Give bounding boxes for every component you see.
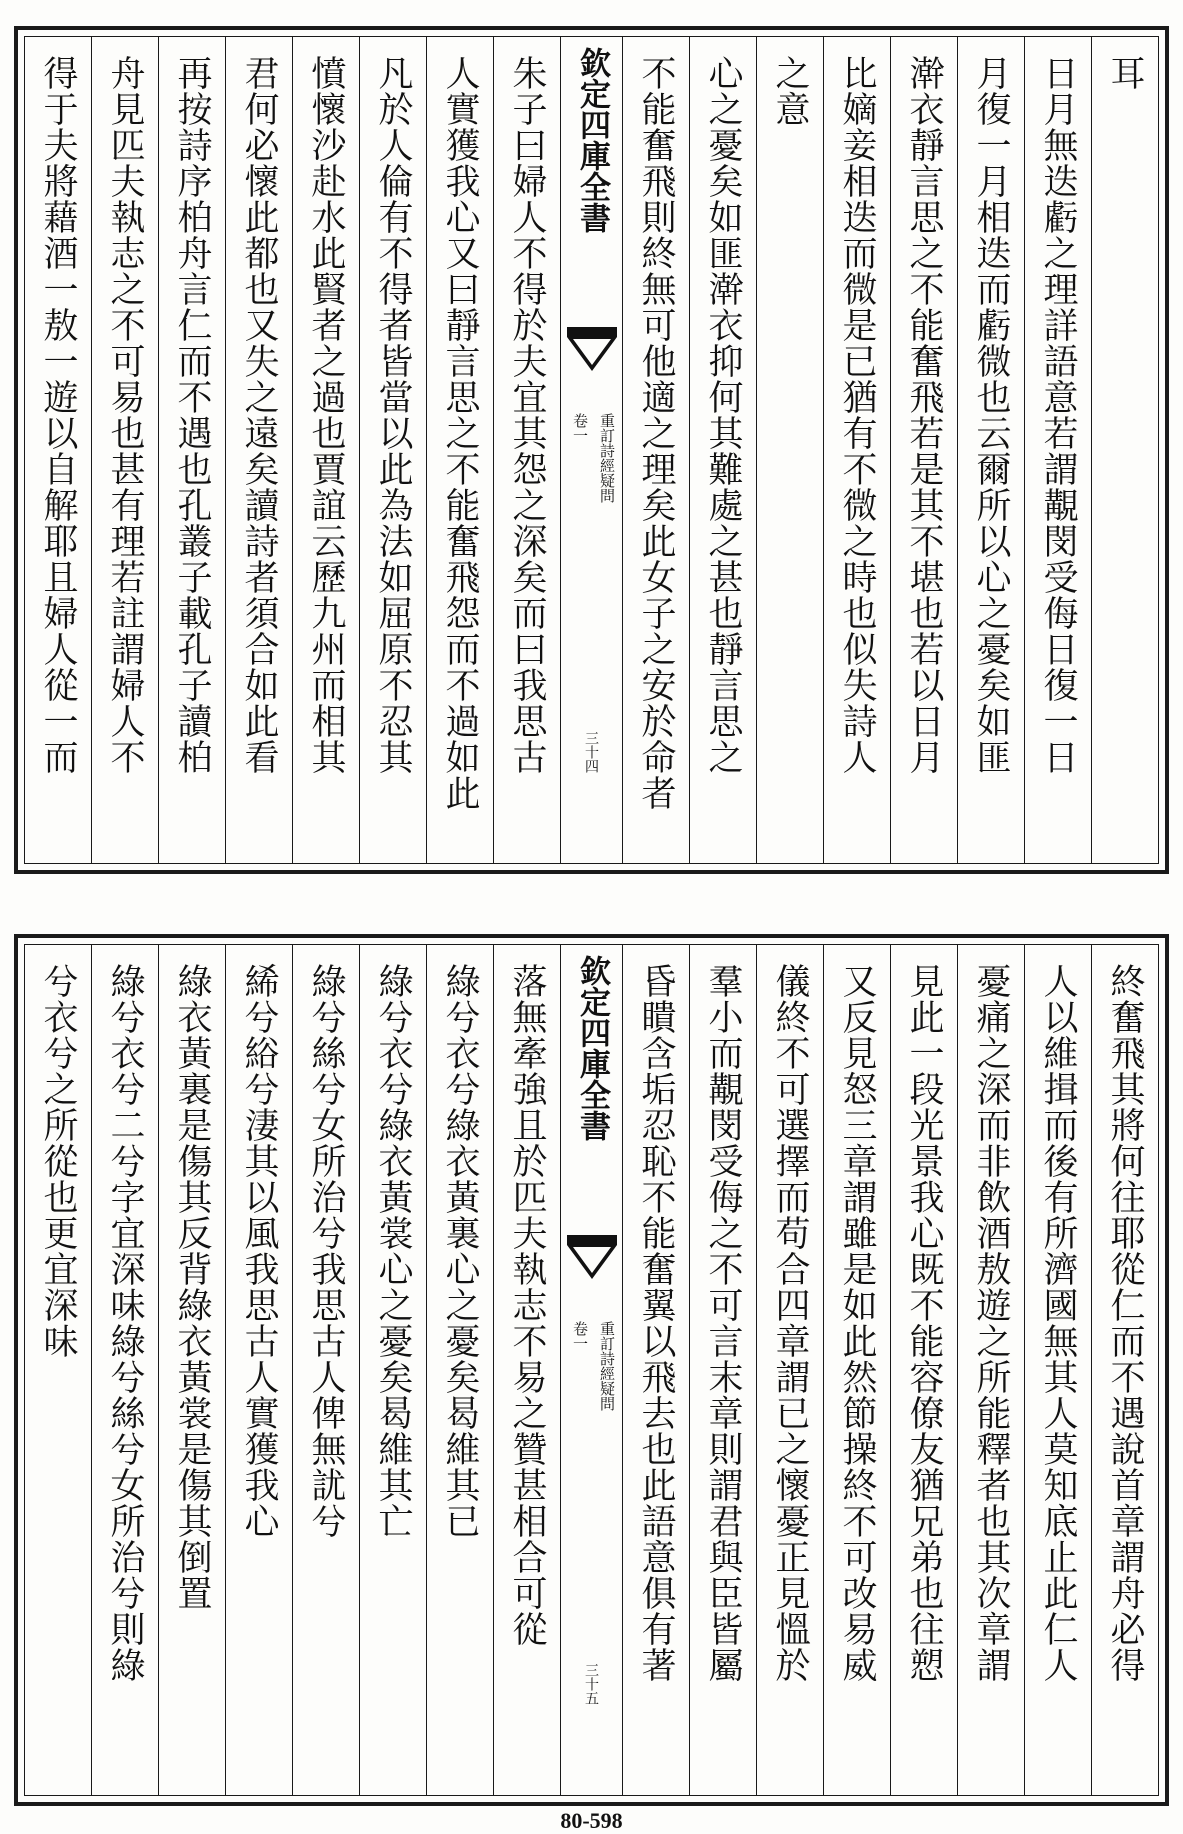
- text-column: 儀終不可選擇而苟合四章謂已之懷憂正見慍於: [756, 945, 823, 1795]
- scan-page-reference: 80-598: [560, 1808, 623, 1833]
- text-column: 憂痛之深而非飲酒敖遊之所能釋者也其次章謂: [957, 945, 1024, 1795]
- center-gutter: [560, 945, 622, 1795]
- gutter-header: 欽定四庫全書: [574, 47, 610, 233]
- gutter-book-title: 重訂詩經疑問: [598, 413, 616, 503]
- text-column: 人以維揖而後有所濟國無其人莫知底止此仁人: [1024, 945, 1091, 1795]
- text-column: 之意: [756, 37, 823, 863]
- text-column: 月復一月相迭而虧微也云爾所以心之憂矣如匪: [957, 37, 1024, 863]
- text-column: 舟見匹夫執志之不可易也甚有理若註謂婦人不: [91, 37, 158, 863]
- text-column: 綠兮衣兮綠衣黃裏心之憂矣曷維其已: [426, 945, 493, 1795]
- gutter-book-title: 重訂詩經疑問: [598, 1321, 616, 1411]
- text-column: 再按詩序柏舟言仁而不遇也孔叢子載孔子讀柏: [158, 37, 225, 863]
- text-column: 綠衣黃裏是傷其反背綠衣黃裳是傷其倒置: [158, 945, 225, 1795]
- text-column: 得于夫將藉酒一敖一遊以自解耶且婦人從一而: [38, 55, 78, 775]
- text-column: 耳: [1091, 37, 1158, 863]
- text-column: 憤懷沙赴水此賢者之過也賈誼云歷九州而相其: [292, 37, 359, 863]
- text-column: 見此一段光景我心既不能容僚友猶兄弟也往愬: [890, 945, 957, 1795]
- page-top-frame: [24, 36, 1159, 864]
- fishtail-mark-icon: [567, 1235, 617, 1281]
- text-column: 心之憂矣如匪澣衣抑何其難處之甚也靜言思之: [689, 37, 756, 863]
- text-column: 不能奮飛則終無可他適之理矣此女子之安於命者: [622, 37, 689, 863]
- text-column: 羣小而覯閔受侮之不可言末章則謂君與臣皆屬: [689, 945, 756, 1795]
- text-column: 朱子曰婦人不得於夫宜其怨之深矣而曰我思古: [493, 37, 560, 863]
- text-column: 綠兮絲兮女所治兮我思古人俾無訧兮: [292, 945, 359, 1795]
- text-column: 又反見怒三章謂雖是如此然節操終不可改易威: [823, 945, 890, 1795]
- text-column: 澣衣靜言思之不能奮飛若是其不堪也若以日月: [890, 37, 957, 863]
- page-bottom-frame: [24, 944, 1159, 1796]
- center-gutter: [560, 37, 622, 863]
- text-column: 君何必懷此都也又失之遠矣讀詩者須合如此看: [225, 37, 292, 863]
- text-column: 落無牽強且於匹夫執志不易之贊甚相合可從: [493, 945, 560, 1795]
- gutter-volume: 卷一: [571, 1321, 589, 1351]
- text-column: 綠兮衣兮二兮字宜深味綠兮絲兮女所治兮則綠: [91, 945, 158, 1795]
- text-column: 終奮飛其將何往耶從仁而不遇說首章謂舟必得: [1091, 945, 1158, 1795]
- gutter-page-number: 三十五: [583, 1663, 599, 1705]
- text-column: 人實獲我心又曰靜言思之不能奮飛怨而不過如此: [426, 37, 493, 863]
- text-column: 昏瞶含垢忍恥不能奮翼以飛去也此語意俱有著: [622, 945, 689, 1795]
- text-column: 日月無迭虧之理詳語意若謂覯閔受侮日復一日: [1024, 37, 1091, 863]
- fishtail-mark-icon: [567, 327, 617, 373]
- gutter-header: 欽定四庫全書: [574, 955, 610, 1141]
- text-column: 絺兮綌兮淒其以風我思古人實獲我心: [225, 945, 292, 1795]
- page-bottom: [14, 934, 1169, 1806]
- text-column: 凡於人倫有不得者皆當以此為法如屈原不忍其: [359, 37, 426, 863]
- gutter-volume: 卷一: [571, 413, 589, 443]
- gutter-page-number: 三十四: [583, 731, 599, 773]
- page-top: [14, 26, 1169, 874]
- text-column: 綠兮衣兮綠衣黃裳心之憂矣曷維其亡: [359, 945, 426, 1795]
- text-column: 比嫡妾相迭而微是已猶有不微之時也似失詩人: [823, 37, 890, 863]
- text-column: 兮衣兮之所從也更宜深味: [38, 963, 78, 1359]
